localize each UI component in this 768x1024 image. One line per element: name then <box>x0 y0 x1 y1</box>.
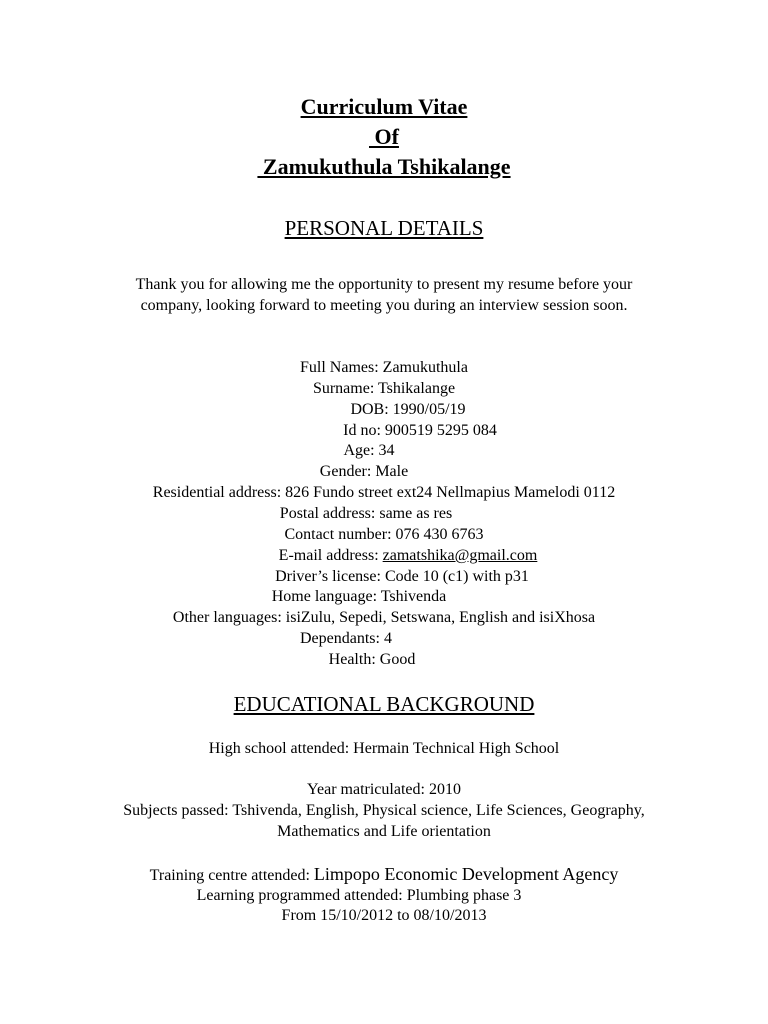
age: Age: 34 <box>343 442 395 459</box>
training-centre-row <box>0 864 768 885</box>
high-school: High school attended: Hermain Technical High School <box>208 740 560 757</box>
residential-address: Residential address: 826 Fundo street ext24 Nellmapius Mamelodi 0112 <box>152 484 616 501</box>
cv-title-line2: Of <box>369 124 399 149</box>
educational-background-heading: EDUCATIONAL BACKGROUND <box>233 692 535 716</box>
intro-line2: company, looking forward to meeting you during an interview session soon. <box>140 297 628 314</box>
gender: Gender: Male <box>319 463 409 480</box>
other-languages: Other languages: isiZulu, Sepedi, Setswana, English and isiXhosa <box>172 609 596 626</box>
home-language: Home language: Tshivenda <box>271 588 447 605</box>
email-link[interactable]: zamatshika@gmail.com <box>382 547 538 564</box>
subjects-line2: Mathematics and Life orientation <box>277 823 491 840</box>
cv-title-line1: Curriculum Vitae <box>300 94 468 119</box>
training-period: From 15/10/2012 to 08/10/2013 <box>281 907 487 924</box>
drivers-license: Driver’s license: Code 10 (c1) with p31 <box>275 568 529 585</box>
email-label: E-mail address: <box>278 547 383 564</box>
dob: DOB: 1990/05/19 <box>350 401 466 418</box>
postal-address: Postal address: same as res <box>279 505 453 522</box>
training-centre-label: Training centre attended: <box>149 867 314 884</box>
intro-line1: Thank you for allowing me the opportunity to present my resume before your <box>135 276 633 293</box>
health: Health: Good <box>328 651 416 668</box>
training-centre: Limpopo Economic Development Agency <box>313 864 619 884</box>
email-address-row <box>24 547 768 565</box>
dependants: Dependants: 4 <box>300 630 392 647</box>
full-names: Full Names: Zamukuthula <box>300 359 468 376</box>
personal-details-heading: PERSONAL DETAILS <box>284 216 484 240</box>
surname: Surname: Tshikalange <box>312 380 456 397</box>
learning-programme: Learning programmed attended: Plumbing phase 3 <box>196 887 522 904</box>
id-number: Id no: 900519 5295 084 <box>343 422 497 439</box>
subjects-line1: Subjects passed: Tshivenda, English, Physical science, Life Sciences, Geography, <box>123 802 645 819</box>
cv-title-name: Zamukuthula Tshikalange <box>257 154 511 179</box>
year-matriculated: Year matriculated: 2010 <box>307 781 461 798</box>
contact-number: Contact number: 076 430 6763 <box>284 526 484 543</box>
